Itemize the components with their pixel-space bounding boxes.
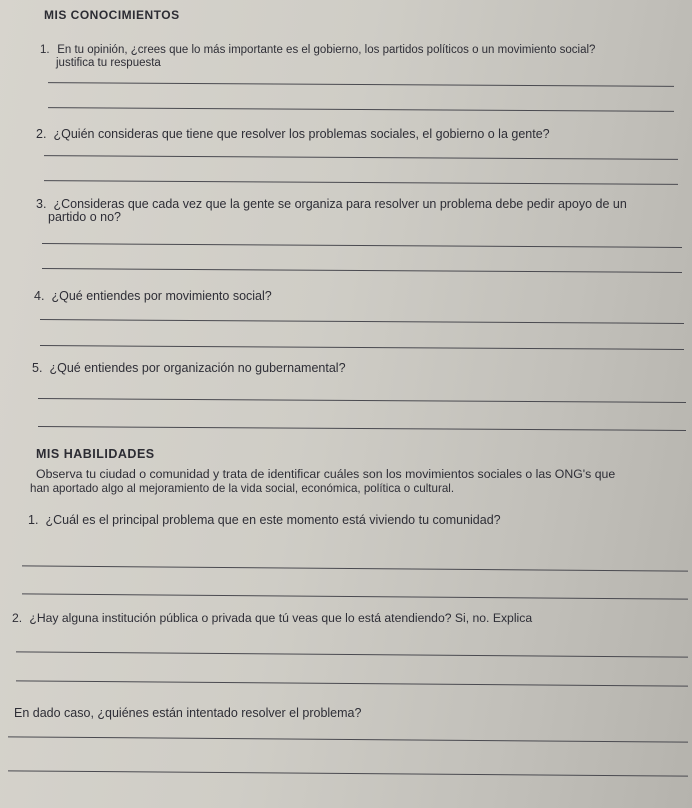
- question-2: [36, 127, 550, 142]
- answer-line[interactable]: [44, 155, 678, 160]
- answer-line[interactable]: [22, 565, 688, 571]
- instructions-line-2: han aportado algo al mejoramiento de la vida social, económica, política o cultural.: [30, 482, 455, 495]
- question-text: ¿Consideras que cada vez que la gente se organiza para resolver un problema debe pedir apoyo de un: [53, 197, 627, 211]
- question-text: ¿Hay alguna institución pública o privada que tú veas que lo está atendiendo? Si, no. Explica: [29, 611, 533, 625]
- skills-question-2: [12, 611, 532, 626]
- question-5: [32, 361, 346, 376]
- section-title-habilidades: MIS HABILIDADES: [36, 447, 155, 461]
- skills-question-3: [14, 706, 361, 721]
- question-number: 1.: [28, 513, 39, 527]
- skills-question-1: [28, 513, 501, 528]
- question-1-continuation: justifica tu respuesta: [56, 57, 161, 69]
- answer-line[interactable]: [42, 243, 682, 248]
- question-number: 3.: [36, 197, 47, 211]
- answer-line[interactable]: [48, 107, 674, 112]
- instructions-line-1: Observa tu ciudad o comunidad y trata de identificar cuáles son los movimientos sociales o las ONG's que: [36, 467, 616, 481]
- answer-line[interactable]: [8, 770, 688, 776]
- question-4: [34, 289, 272, 304]
- answer-line[interactable]: [38, 398, 686, 403]
- answer-line[interactable]: [48, 82, 674, 87]
- question-number: 5.: [32, 361, 43, 375]
- answer-line[interactable]: [22, 593, 688, 599]
- question-3-continuation: partido o no?: [48, 210, 121, 224]
- question-number: 2.: [12, 611, 23, 625]
- answer-line[interactable]: [40, 345, 684, 350]
- section-title-conocimientos: MIS CONOCIMIENTOS: [44, 8, 180, 22]
- question-text: En tu opinión, ¿crees que lo más importante es el gobierno, los partidos políticos o un movimiento social?: [57, 44, 596, 56]
- answer-line[interactable]: [16, 680, 688, 686]
- answer-line[interactable]: [8, 736, 688, 742]
- question-text: En dado caso, ¿quiénes están intentado resolver el problema?: [14, 706, 362, 720]
- question-3: [36, 197, 627, 212]
- question-number: 2.: [36, 127, 47, 141]
- question-number: 4.: [34, 289, 45, 303]
- answer-line[interactable]: [42, 268, 682, 273]
- question-text: ¿Qué entiendes por organización no gubernamental?: [49, 361, 346, 375]
- answer-line[interactable]: [16, 651, 688, 657]
- answer-line[interactable]: [40, 319, 684, 324]
- question-text: ¿Cuál es el principal problema que en este momento está viviendo tu comunidad?: [45, 513, 501, 527]
- question-text: ¿Quién consideras que tiene que resolver los problemas sociales, el gobierno o la gente?: [53, 127, 550, 141]
- question-text: ¿Qué entiendes por movimiento social?: [51, 289, 272, 303]
- answer-line[interactable]: [44, 180, 678, 185]
- answer-line[interactable]: [38, 426, 686, 431]
- question-number: 1.: [40, 44, 50, 56]
